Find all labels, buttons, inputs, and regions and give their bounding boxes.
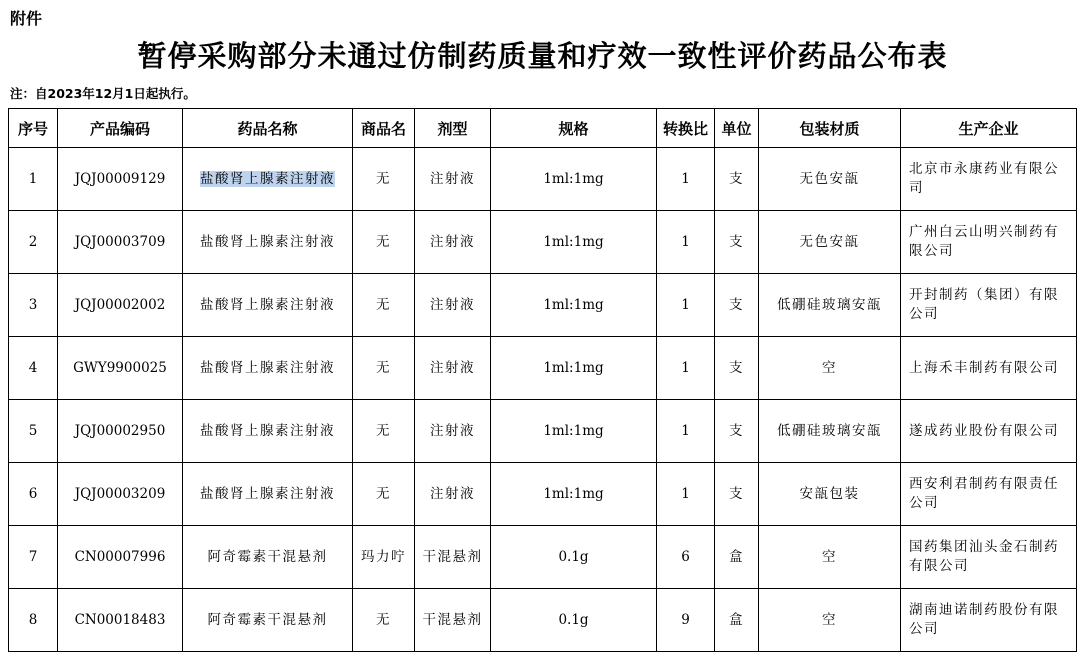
cell-maker: 广州白云山明兴制药有限公司 [901, 211, 1077, 274]
column-header-code: 产品编码 [58, 109, 183, 148]
cell-name: 盐酸肾上腺素注射液 [183, 274, 353, 337]
cell-unit: 支 [715, 337, 759, 400]
table-row [9, 463, 1077, 526]
attachment-label: 附件 [10, 9, 43, 28]
table-row [9, 211, 1077, 274]
cell-name: 阿奇霉素干混悬剂 [183, 589, 353, 652]
table-row [9, 526, 1077, 589]
cell-code: JQJ00003709 [58, 211, 183, 274]
cell-maker: 北京市永康药业有限公司 [901, 148, 1077, 211]
cell-no: 2 [9, 211, 58, 274]
cell-pack: 安瓿包装 [759, 463, 901, 526]
cell-spec: 1ml:1mg [491, 463, 657, 526]
cell-trade: 无 [353, 148, 415, 211]
cell-form: 注射液 [415, 463, 491, 526]
cell-spec: 0.1g [491, 526, 657, 589]
cell-ratio: 1 [657, 274, 715, 337]
cell-unit: 支 [715, 211, 759, 274]
cell-unit: 盒 [715, 526, 759, 589]
cell-maker: 西安利君制药有限责任公司 [901, 463, 1077, 526]
cell-spec: 1ml:1mg [491, 148, 657, 211]
table-row [9, 589, 1077, 652]
column-header-no: 序号 [9, 109, 58, 148]
cell-trade: 无 [353, 400, 415, 463]
cell-ratio: 6 [657, 526, 715, 589]
cell-spec: 1ml:1mg [491, 337, 657, 400]
cell-pack: 空 [759, 589, 901, 652]
column-header-trade: 商品名 [353, 109, 415, 148]
cell-pack: 低硼硅玻璃安瓿 [759, 274, 901, 337]
page-title: 暂停采购部分未通过仿制药质量和疗效一致性评价药品公布表 [137, 39, 948, 73]
cell-trade: 玛力咛 [353, 526, 415, 589]
cell-spec: 1ml:1mg [491, 274, 657, 337]
column-header-form: 剂型 [415, 109, 491, 148]
cell-pack: 空 [759, 337, 901, 400]
cell-ratio: 1 [657, 337, 715, 400]
cell-ratio: 1 [657, 211, 715, 274]
cell-code: JQJ00009129 [58, 148, 183, 211]
cell-name: 盐酸肾上腺素注射液 [183, 463, 353, 526]
cell-pack: 空 [759, 526, 901, 589]
cell-unit: 支 [715, 274, 759, 337]
cell-name: 盐酸肾上腺素注射液 [183, 337, 353, 400]
cell-no: 5 [9, 400, 58, 463]
cell-trade: 无 [353, 589, 415, 652]
cell-trade: 无 [353, 211, 415, 274]
table-header-row [9, 109, 1077, 148]
cell-ratio: 1 [657, 463, 715, 526]
column-header-unit: 单位 [715, 109, 759, 148]
effective-date-note: 注：自2023年12月1日起执行。 [10, 86, 196, 101]
cell-maker: 遂成药业股份有限公司 [901, 400, 1077, 463]
cell-no: 6 [9, 463, 58, 526]
cell-unit: 支 [715, 463, 759, 526]
cell-pack: 无色安瓿 [759, 148, 901, 211]
cell-unit: 支 [715, 400, 759, 463]
column-header-spec: 规格 [491, 109, 657, 148]
cell-code: JQJ00002950 [58, 400, 183, 463]
cell-pack: 低硼硅玻璃安瓿 [759, 400, 901, 463]
cell-form: 注射液 [415, 148, 491, 211]
table-row [9, 274, 1077, 337]
cell-name [183, 148, 353, 211]
cell-form: 注射液 [415, 211, 491, 274]
cell-ratio: 9 [657, 589, 715, 652]
cell-name: 阿奇霉素干混悬剂 [183, 526, 353, 589]
selected-text[interactable]: 盐酸肾上腺素注射液 [200, 170, 335, 187]
cell-trade: 无 [353, 337, 415, 400]
cell-spec: 1ml:1mg [491, 211, 657, 274]
cell-no: 1 [9, 148, 58, 211]
cell-form: 干混悬剂 [415, 589, 491, 652]
cell-code: JQJ00002002 [58, 274, 183, 337]
cell-form: 干混悬剂 [415, 526, 491, 589]
cell-unit: 支 [715, 148, 759, 211]
cell-spec: 1ml:1mg [491, 400, 657, 463]
column-header-ratio: 转换比 [657, 109, 715, 148]
column-header-pack: 包装材质 [759, 109, 901, 148]
cell-trade: 无 [353, 463, 415, 526]
cell-maker: 开封制药（集团）有限公司 [901, 274, 1077, 337]
cell-maker: 国药集团汕头金石制药有限公司 [901, 526, 1077, 589]
column-header-name: 药品名称 [183, 109, 353, 148]
drug-table [8, 108, 1077, 652]
cell-code: CN00018483 [58, 589, 183, 652]
cell-code: GWY9900025 [58, 337, 183, 400]
cell-name: 盐酸肾上腺素注射液 [183, 400, 353, 463]
cell-maker: 湖南迪诺制药股份有限公司 [901, 589, 1077, 652]
cell-code: CN00007996 [58, 526, 183, 589]
table-row [9, 337, 1077, 400]
cell-unit: 盒 [715, 589, 759, 652]
column-header-maker: 生产企业 [901, 109, 1077, 148]
cell-name: 盐酸肾上腺素注射液 [183, 211, 353, 274]
cell-maker: 上海禾丰制药有限公司 [901, 337, 1077, 400]
cell-no: 7 [9, 526, 58, 589]
cell-form: 注射液 [415, 274, 491, 337]
table-row [9, 400, 1077, 463]
cell-form: 注射液 [415, 400, 491, 463]
table-row [9, 148, 1077, 211]
cell-no: 8 [9, 589, 58, 652]
cell-ratio: 1 [657, 148, 715, 211]
cell-spec: 0.1g [491, 589, 657, 652]
cell-ratio: 1 [657, 400, 715, 463]
cell-pack: 无色安瓿 [759, 211, 901, 274]
cell-form: 注射液 [415, 337, 491, 400]
cell-no: 4 [9, 337, 58, 400]
cell-no: 3 [9, 274, 58, 337]
cell-code: JQJ00003209 [58, 463, 183, 526]
cell-trade: 无 [353, 274, 415, 337]
